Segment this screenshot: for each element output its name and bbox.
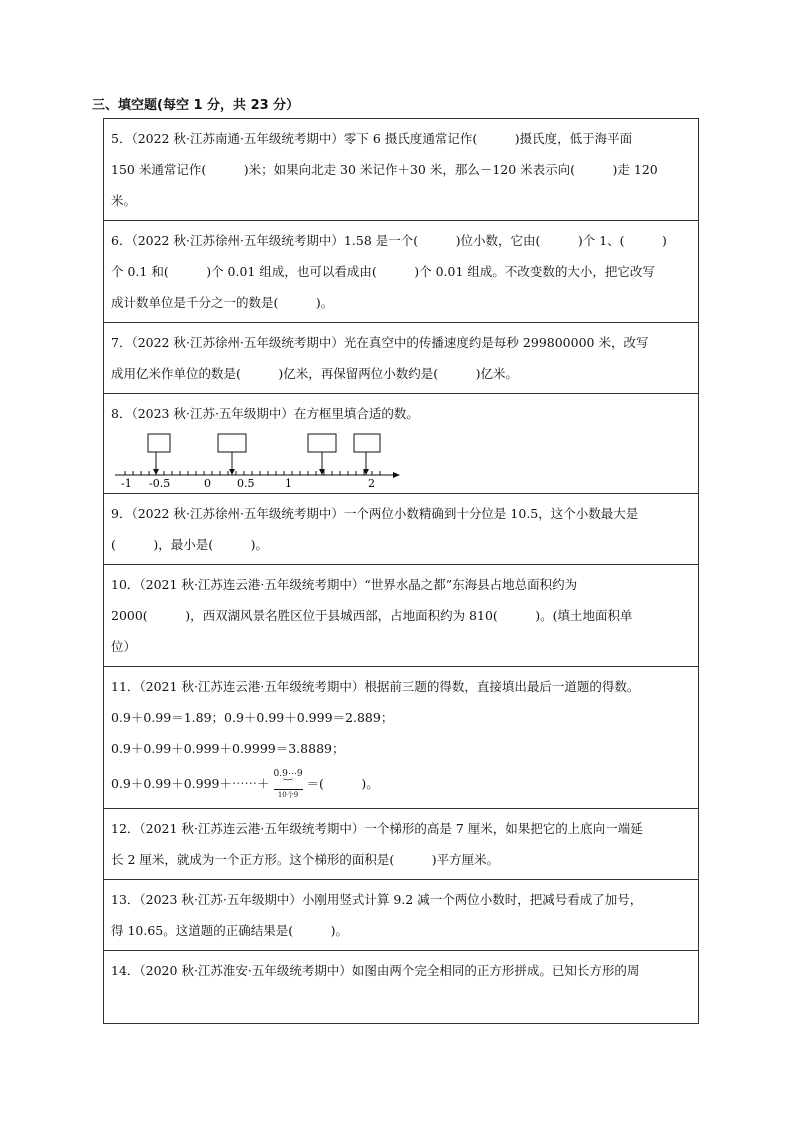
question-8-line-1: 8．（2023 秋·江苏·五年级期中）在方框里填合适的数。 <box>111 406 419 421</box>
number-line-figure <box>111 431 411 489</box>
number-line-ticks <box>125 471 380 475</box>
question-10-line-1: 10．（2021 秋·江苏连云港·五年级统考期中）“世界水晶之都”东海县占地总面积约为 <box>111 577 578 592</box>
question-11-line-3: 0.9＋0.99＋0.999＋0.9999＝3.8889； <box>111 741 345 756</box>
answer-box-3[interactable] <box>308 434 336 452</box>
frac-note: 10个9 <box>277 791 299 799</box>
question-5 <box>104 119 699 221</box>
question-14-line-1: 14．（2020 秋·江苏淮安·五年级统考期中）如图由两个完全相同的正方形拼成。已知长方形的周 <box>111 963 640 978</box>
frac-top: 0.9⋯9 <box>273 769 303 779</box>
question-9-line-1: 9．（2022 秋·江苏徐州·五年级统考期中）一个两位小数精确到十分位是 10.5，这个小数最大是 <box>111 506 639 521</box>
arrow-head-2 <box>229 469 235 475</box>
question-5-line-2: 150 米通常记作( )米；如果向北走 30 米记作＋30 米，那么－120 米表示向( )走 120 <box>111 162 658 177</box>
question-7 <box>104 323 699 394</box>
tick-label-05: 0.5 <box>237 477 255 489</box>
question-10 <box>104 565 699 667</box>
question-5-line-1: 5．（2022 秋·江苏南通·五年级统考期中）零下 6 摄氏度通常记作( )摄氏度，低于海平面 <box>111 131 633 146</box>
question-13 <box>104 880 699 951</box>
frac-brace: ︸ <box>274 779 303 790</box>
question-10-line-3: 位） <box>111 639 137 654</box>
question-11-line-2: 0.9＋0.99＝1.89；0.9＋0.99＋0.999＝2.889； <box>111 710 394 725</box>
answer-box-2[interactable] <box>218 434 246 452</box>
question-11 <box>104 667 699 809</box>
question-6-line-1: 6．（2022 秋·江苏徐州·五年级统考期中）1.58 是一个( )位小数，它由( )个 1、( ) <box>111 233 667 248</box>
question-8 <box>104 394 699 494</box>
question-9-line-2: ( )，最小是( )。 <box>111 537 269 552</box>
axis-arrow-head <box>393 472 400 478</box>
question-14 <box>104 951 699 1024</box>
question-5-line-3: 米。 <box>111 193 137 208</box>
question-12-line-2: 长 2 厘米，就成为一个正方形。这个梯形的面积是( )平方厘米。 <box>111 852 500 867</box>
question-11-answer: ＝( )。 <box>306 776 379 791</box>
tick-label-neg1: -1 <box>121 477 132 489</box>
tick-label-2: 2 <box>368 477 375 489</box>
question-11-line-1: 11．（2021 秋·江苏连云港·五年级统考期中）根据前三题的得数，直接填出最后一道题的得数。 <box>111 679 640 694</box>
question-6 <box>104 221 699 323</box>
question-6-line-3: 成计数单位是千分之一的数是( )。 <box>111 295 334 310</box>
section-title: 三、填空题(每空 1 分，共 23 分） <box>92 98 300 113</box>
question-11-expression: 0.9＋0.99＋0.999＋⋯⋯＋ <box>111 776 270 791</box>
tick-label-1: 1 <box>285 477 292 489</box>
question-11-line-4 <box>111 764 692 804</box>
answer-box-1[interactable] <box>148 434 170 452</box>
question-9 <box>104 494 699 565</box>
question-table <box>103 118 699 1024</box>
question-12 <box>104 809 699 880</box>
tick-label-0: 0 <box>204 477 211 489</box>
tick-label-neg05: -0.5 <box>149 477 171 489</box>
question-10-line-2: 2000( )，西双湖风景名胜区位于县城西部，占地面积约为 810( )。(填土地面积单 <box>111 608 633 623</box>
question-13-line-1: 13．（2023 秋·江苏·五年级期中）小刚用竖式计算 9.2 减一个两位小数时，把减号看成了加号， <box>111 892 643 907</box>
question-7-line-2: 成用亿米作单位的数是( )亿米，再保留两位小数约是( )亿米。 <box>111 366 519 381</box>
question-13-line-2: 得 10.65。这道题的正确结果是( )。 <box>111 923 349 938</box>
question-7-line-1: 7．（2022 秋·江苏徐州·五年级统考期中）光在真空中的传播速度约是每秒 299800000 米，改写 <box>111 335 649 350</box>
question-6-line-2: 个 0.1 和( )个 0.01 组成，也可以看成由( )个 0.01 组成。不改变数的大小，把它改写 <box>111 264 655 279</box>
question-12-line-1: 12．（2021 秋·江苏连云港·五年级统考期中）一个梯形的高是 7 厘米，如果把它的上底向一端延 <box>111 821 643 836</box>
repeating-nines-term <box>274 769 303 800</box>
answer-box-4[interactable] <box>354 434 380 452</box>
